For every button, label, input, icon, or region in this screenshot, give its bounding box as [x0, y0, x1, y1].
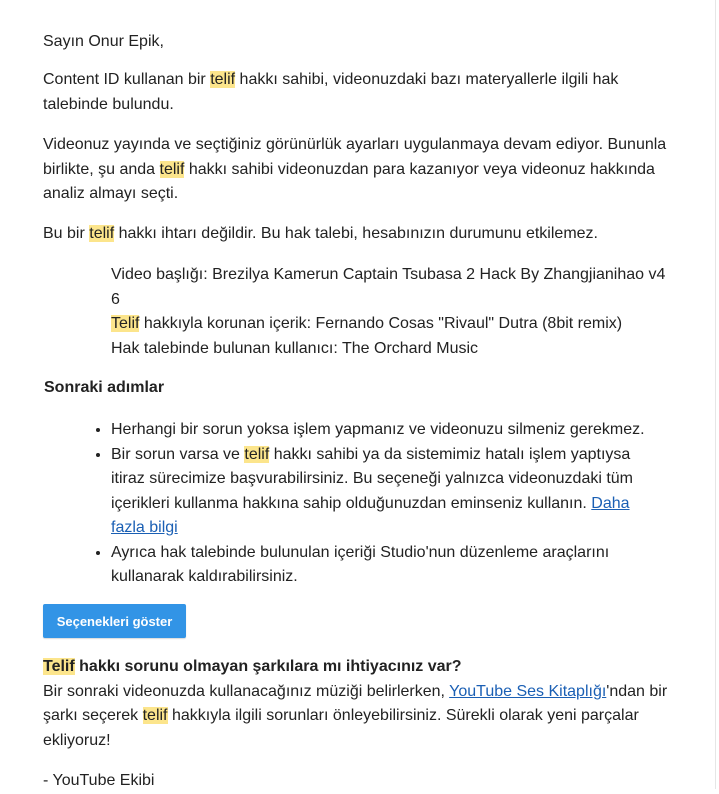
- claimant: Hak talebinde bulunan kullanıcı: The Orchard Music: [111, 339, 479, 357]
- claimed-content: Telif hakkıyla korunan içerik: Fernando Cosas "Rivaul" Dutra (8bit remix): [111, 315, 623, 332]
- greeting: Sayın Onur Epik,: [43, 33, 164, 50]
- signoff: - YouTube Ekibi: [43, 772, 155, 789]
- claim-details: [111, 263, 671, 361]
- not-strike-paragraph: Bu bir telif hakkı ihtarı değildir. Bu hak talebi, hesabınızın durumunu etkilemez.: [43, 225, 598, 242]
- show-options-button[interactable]: Seçenekleri göster: [43, 604, 186, 638]
- highlighted-word: Telif: [43, 658, 75, 675]
- status-paragraph: Videonuz yayında ve seçtiğiniz görünürlük ayarları uygulanmaya devam ediyor. Bununla birlikte, şu anda telif hakkı sahibi videonuzdan para kazanıyor veya videonuz hakkında analiz almayı seçti.: [43, 136, 667, 202]
- video-title: Video başlığı: Brezilya Kamerun Captain Tsubasa 2 Hack By Zhangjianihao v4 6: [111, 266, 666, 308]
- next-steps-list: [43, 418, 659, 590]
- next-steps-heading: Sonraki adımlar: [44, 379, 165, 396]
- highlighted-word: telif: [142, 707, 168, 724]
- list-item: • Ayrıca hak talebinde bulunulan içeriği Studio'nun düzenleme araçlarını kullanarak kaldırabilirsiniz.: [111, 541, 659, 590]
- list-item: • Bir sorun varsa ve telif hakkı sahibi ya da sistemimiz hatalı işlem yaptıysa itiraz sürecimize başvurabilirsiniz. Bu seçeneği yalnızca videonuzdaki tüm içerikleri kullanma hakkına sahip olduğunuzdan eminseniz kullanın. Daha fazla bilgi: [111, 443, 659, 541]
- highlighted-word: telif: [244, 445, 270, 463]
- learn-more-link[interactable]: Daha fazla bilgi: [111, 494, 630, 536]
- highlighted-word: telif: [159, 160, 185, 178]
- claim-intro-paragraph: Content ID kullanan bir telif hakkı sahibi, videonuzdaki bazı materyallerle ilgili hak talebinde bulundu.: [43, 71, 619, 113]
- music-section: [43, 655, 673, 753]
- list-item: • Herhangi bir sorun yoksa işlem yapmanız ve videonuzu silmeniz gerekmez.: [111, 418, 659, 443]
- music-paragraph: Bir sonraki videonuzda kullanacağınız müziği belirlerken, YouTube Ses Kitaplığı'ndan bir şarkı seçerek telif hakkıyla ilgili sorunları önleyebilirsiniz. Sürekli olarak yeni parçalar ekliyoruz!: [43, 682, 668, 749]
- highlighted-word: telif: [210, 71, 236, 88]
- highlighted-word: telif: [89, 225, 115, 242]
- window-edge: [715, 0, 716, 789]
- audio-library-link[interactable]: YouTube Ses Kitaplığı: [449, 682, 607, 700]
- highlighted-word: Telif: [111, 315, 140, 332]
- music-heading: Telif hakkı sorunu olmayan şarkılara mı ihtiyacınız var?: [43, 658, 462, 675]
